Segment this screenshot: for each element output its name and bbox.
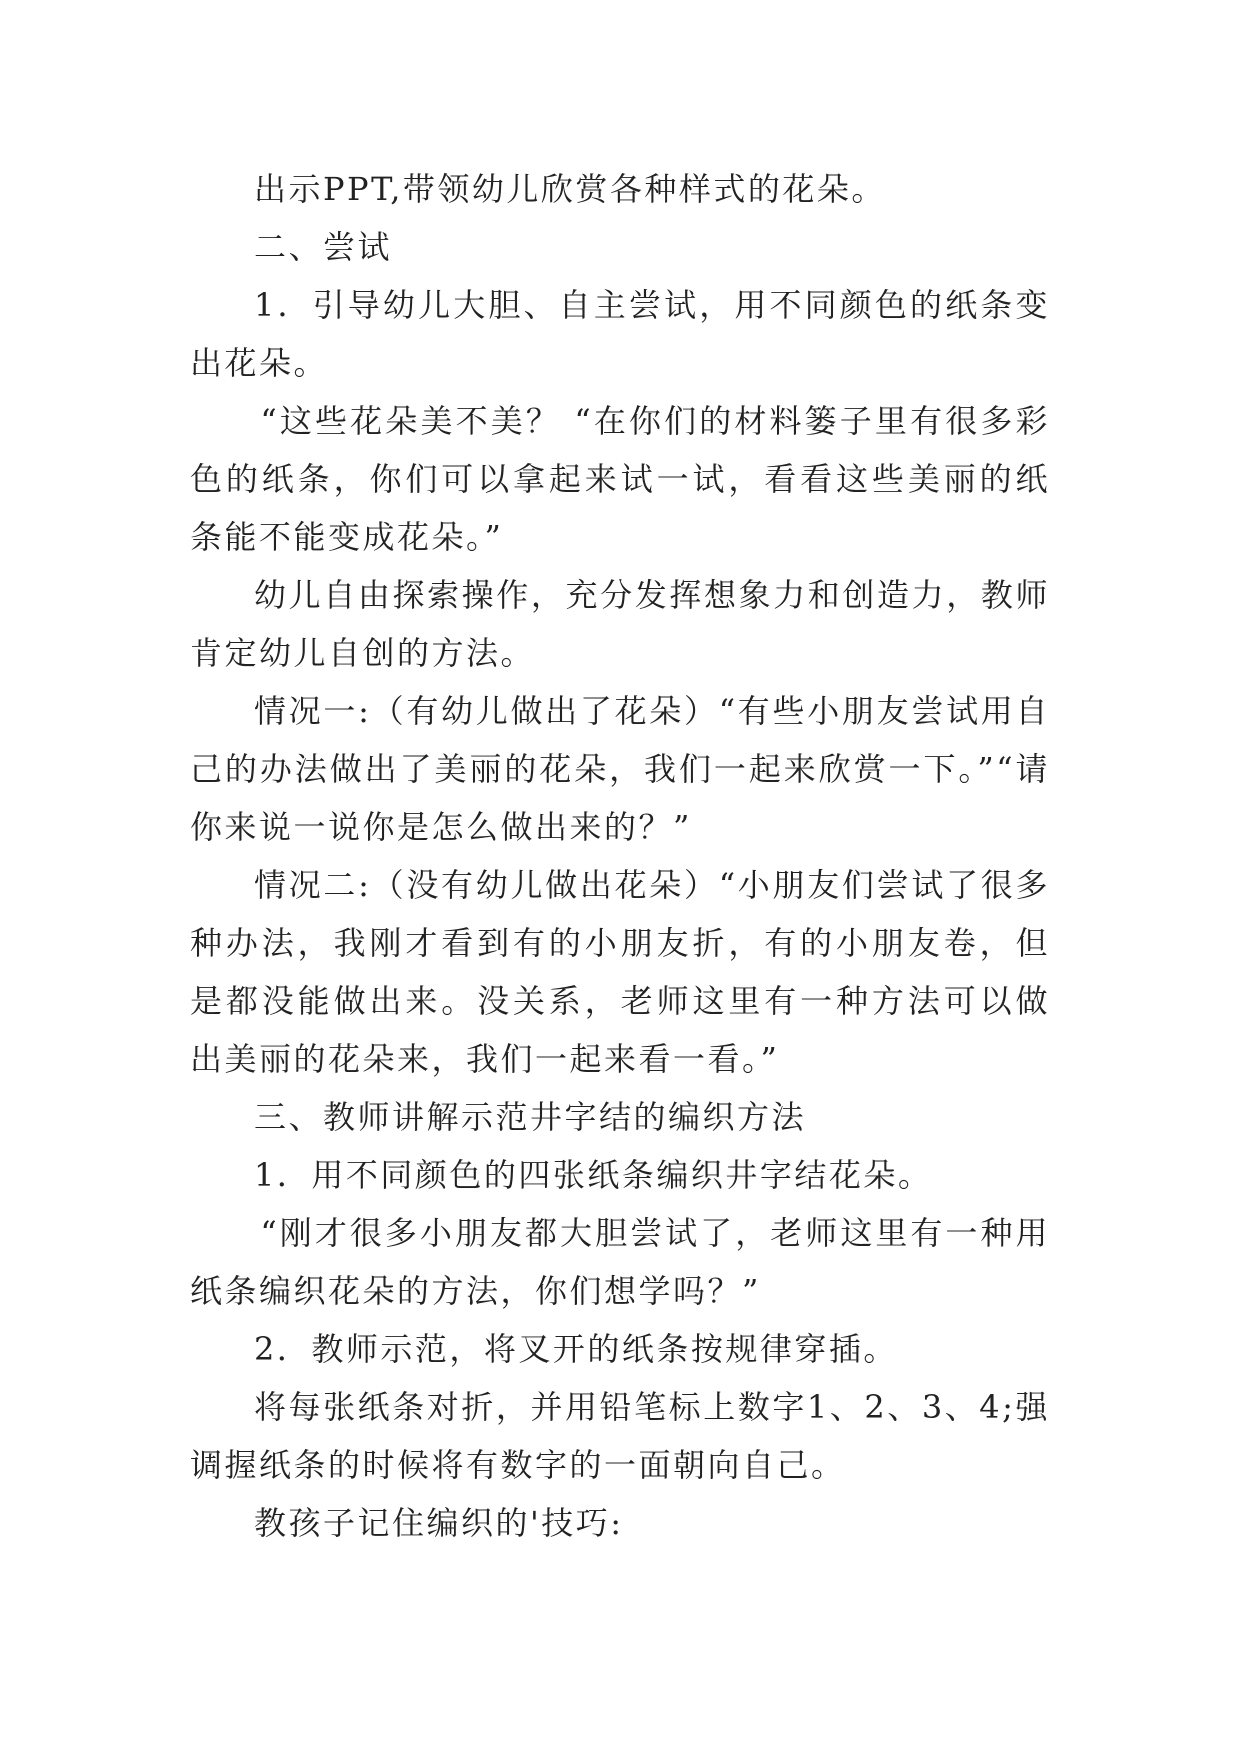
- paragraph-quote-weave: “刚才很多小朋友都大胆尝试了，老师这里有一种用纸条编织花朵的方法，你们想学吗？”: [190, 1214, 1050, 1310]
- paragraph-teach-tips: 教孩子记住编织的'技巧:: [254, 1504, 624, 1542]
- paragraph-intro-ppt: 出示PPT,带领幼儿欣赏各种样式的花朵。: [254, 170, 886, 208]
- paragraph-step-one: 1．引导幼儿大胆、自主尝试，用不同颜色的纸条变出花朵。: [190, 286, 1050, 382]
- paragraph-weave-step-two: 2．教师示范，将叉开的纸条按规律穿插。: [254, 1330, 898, 1368]
- paragraph-quote-flowers: “这些花朵美不美？ “在你们的材料篓子里有很多彩色的纸条，你们可以拿起来试一试，看看这些美丽的纸条能不能变成花朵。”: [190, 402, 1050, 556]
- paragraph-case-two: 情况二:（没有幼儿做出花朵）“小朋友们尝试了很多种办法，我刚才看到有的小朋友折，有的小朋友卷，但是都没能做出来。没关系，老师这里有一种方法可以做出美丽的花朵来，我们一起来看一看。”: [190, 866, 1050, 1078]
- paragraph-weave-step-one: 1．用不同颜色的四张纸条编织井字结花朵。: [254, 1156, 933, 1194]
- paragraph-free-exploration: 幼儿自由探索操作，充分发挥想象力和创造力，教师肯定幼儿自创的方法。: [190, 576, 1050, 672]
- document-page: [190, 160, 1050, 1552]
- paragraph-number-strips: 将每张纸条对折，并用铅笔标上数字1、2、3、4;强调握纸条的时候将有数字的一面朝向自己。: [190, 1388, 1050, 1484]
- heading-section-three: 三、教师讲解示范井字结的编织方法: [254, 1098, 807, 1136]
- heading-section-two: 二、尝试: [254, 228, 393, 266]
- paragraph-case-one: 情况一:（有幼儿做出了花朵）“有些小朋友尝试用自己的办法做出了美丽的花朵，我们一起来欣赏一下。”“请你来说一说你是怎么做出来的？”: [190, 692, 1050, 846]
